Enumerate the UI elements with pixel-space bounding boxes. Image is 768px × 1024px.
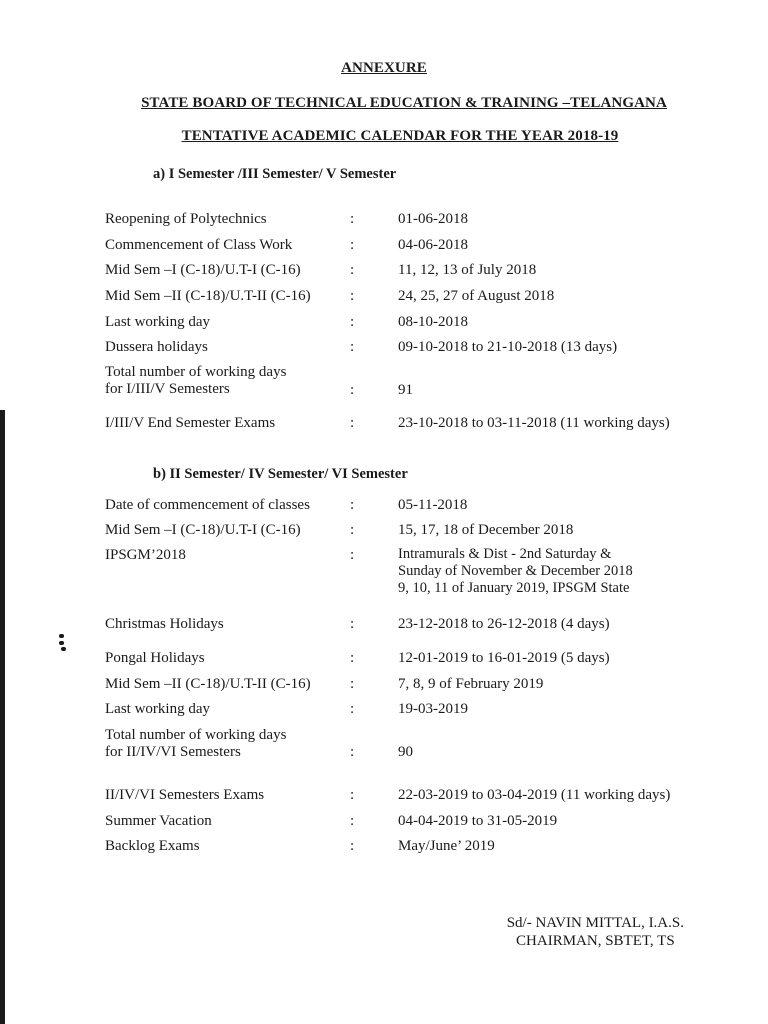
row-value: May/June’ 2019: [398, 838, 495, 854]
row-label: Summer Vacation: [105, 813, 212, 829]
row-label-line2: for II/IV/VI Semesters: [105, 744, 241, 760]
row-value: 09-10-2018 to 21-10-2018 (13 days): [398, 339, 618, 355]
row-value: 04-06-2018: [398, 237, 468, 253]
row-value: 23-12-2018 to 26-12-2018 (4 days): [398, 616, 610, 632]
board-heading: STATE BOARD OF TECHNICAL EDUCATION & TRAINING –TELANGANA: [141, 95, 667, 111]
row-separator: :: [350, 237, 355, 253]
scan-edge-mark: [0, 410, 5, 1024]
row-value: 12-01-2019 to 16-01-2019 (5 days): [398, 650, 610, 666]
row-label: Total number of working days: [105, 727, 287, 743]
row-value: 08-10-2018: [398, 314, 468, 330]
row-value: 7, 8, 9 of February 2019: [398, 676, 544, 692]
row-value: 24, 25, 27 of August 2018: [398, 288, 555, 304]
row-value-block: [398, 546, 633, 597]
row-separator: :: [350, 497, 355, 513]
row-label: Mid Sem –II (C-18)/U.T-II (C-16): [105, 676, 311, 692]
row-value-line3: 9, 10, 11 of January 2019, IPSGM State: [398, 580, 630, 596]
row-value: 90: [398, 744, 413, 760]
scan-margin-marks: [58, 634, 66, 654]
row-separator: :: [350, 262, 355, 278]
row-label: Christmas Holidays: [105, 616, 224, 632]
row-value: 04-04-2019 to 31-05-2019: [398, 813, 558, 829]
row-label: Last working day: [105, 314, 210, 330]
row-label: Backlog Exams: [105, 838, 200, 854]
row-value: 05-11-2018: [398, 497, 468, 513]
row-label: I/III/V End Semester Exams: [105, 415, 276, 431]
row-label: Date of commencement of classes: [105, 497, 310, 513]
row-separator: :: [350, 676, 355, 692]
row-value-line2: Sunday of November & December 2018: [398, 563, 633, 579]
row-separator: :: [350, 415, 355, 431]
annexure-heading: ANNEXURE: [341, 60, 427, 76]
row-value: 01-06-2018: [398, 211, 468, 227]
row-separator: :: [350, 547, 355, 563]
row-separator: :: [350, 616, 355, 632]
row-value: 11, 12, 13 of July 2018: [398, 262, 537, 278]
row-label: Mid Sem –I (C-18)/U.T-I (C-16): [105, 262, 301, 278]
signature-block: [507, 914, 684, 950]
row-label: Commencement of Class Work: [105, 237, 293, 253]
row-label: Dussera holidays: [105, 339, 208, 355]
row-separator: :: [350, 522, 355, 538]
row-separator: :: [350, 813, 355, 829]
row-label-line2: for I/III/V Semesters: [105, 381, 230, 397]
row-separator: :: [350, 650, 355, 666]
row-value: Intramurals & Dist - 2nd Saturday &: [398, 546, 612, 562]
row-value: 19-03-2019: [398, 701, 468, 717]
row-label: Mid Sem –II (C-18)/U.T-II (C-16): [105, 288, 311, 304]
row-value: 15, 17, 18 of December 2018: [398, 522, 574, 538]
calendar-heading: TENTATIVE ACADEMIC CALENDAR FOR THE YEAR 2018-19: [181, 128, 619, 144]
row-separator: :: [350, 211, 355, 227]
row-separator: :: [350, 701, 355, 717]
row-label: Last working day: [105, 701, 210, 717]
row-value: 22-03-2019 to 03-04-2019 (11 working days): [398, 787, 671, 803]
row-label: Pongal Holidays: [105, 650, 205, 666]
section-b-title: b) II Semester/ IV Semester/ VI Semester: [153, 466, 408, 482]
row-separator: :: [350, 382, 355, 398]
row-label: Total number of working days: [105, 364, 287, 380]
row-separator: :: [350, 339, 355, 355]
row-label: Mid Sem –I (C-18)/U.T-I (C-16): [105, 522, 301, 538]
row-label: II/IV/VI Semesters Exams: [105, 787, 265, 803]
row-separator: :: [350, 314, 355, 330]
row-value: 23-10-2018 to 03-11-2018 (11 working days): [398, 415, 670, 431]
row-separator: :: [350, 838, 355, 854]
row-label: IPSGM’2018: [105, 547, 186, 563]
row-label: Reopening of Polytechnics: [105, 211, 267, 227]
row-separator: :: [350, 744, 355, 760]
section-a-title: a) I Semester /III Semester/ V Semester: [153, 166, 397, 182]
row-separator: :: [350, 288, 355, 304]
signature-name: Sd/- NAVIN MITTAL, I.A.S.: [506, 915, 684, 931]
row-value: 91: [398, 382, 413, 398]
signature-title: CHAIRMAN, SBTET, TS: [516, 933, 675, 949]
row-separator: :: [350, 787, 355, 803]
